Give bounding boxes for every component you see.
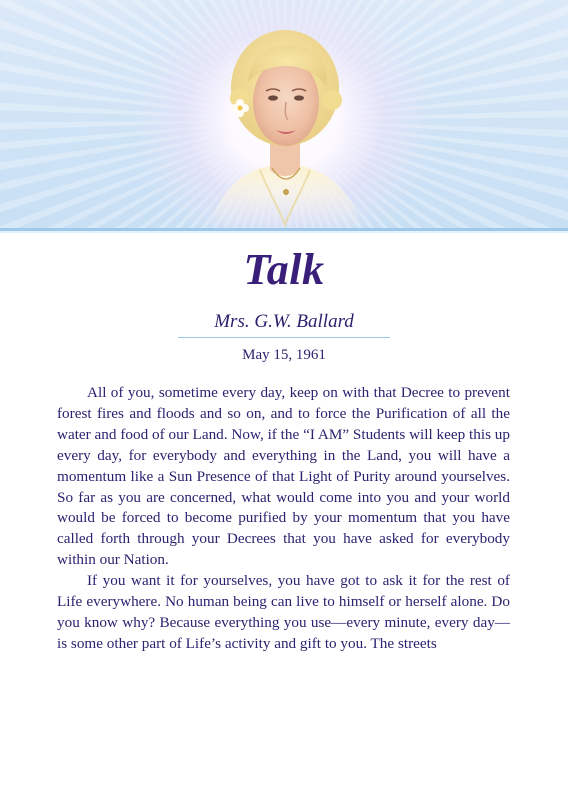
portrait-photo [200,20,370,228]
body-text [57,383,510,655]
header-banner [0,0,568,228]
page-title: Talk [243,245,325,294]
paragraph: If you want it for yourselves, you have got to ask it for the rest of Life everywhere. No human being can live to himself or herself alone. Do you know why? Because everything you use—every minute, every day—is some other part of Life’s activity and gift to you. The streets [57,572,510,652]
author-divider [178,337,390,338]
talk-date: May 15, 1961 [242,347,326,363]
header-divider-highlight [0,231,568,233]
author-name: Mrs. G.W. Ballard [214,311,354,332]
paragraph: All of you, sometime every day, keep on with that Decree to prevent forest fires and floods and so on, and to force the Purification of all the water and food of our Land. Now, if the “I AM” Students will keep this up every day, for everybody and everything in the Land, you will have a momentum like a Sun Presence of that Light of Purity around yourselves. So far as you are concerned, what would come into you and your world would be forced to become purified by your momentum that you have called forth through your Decrees that you have asked for everybody within our Nation. [57,384,510,569]
